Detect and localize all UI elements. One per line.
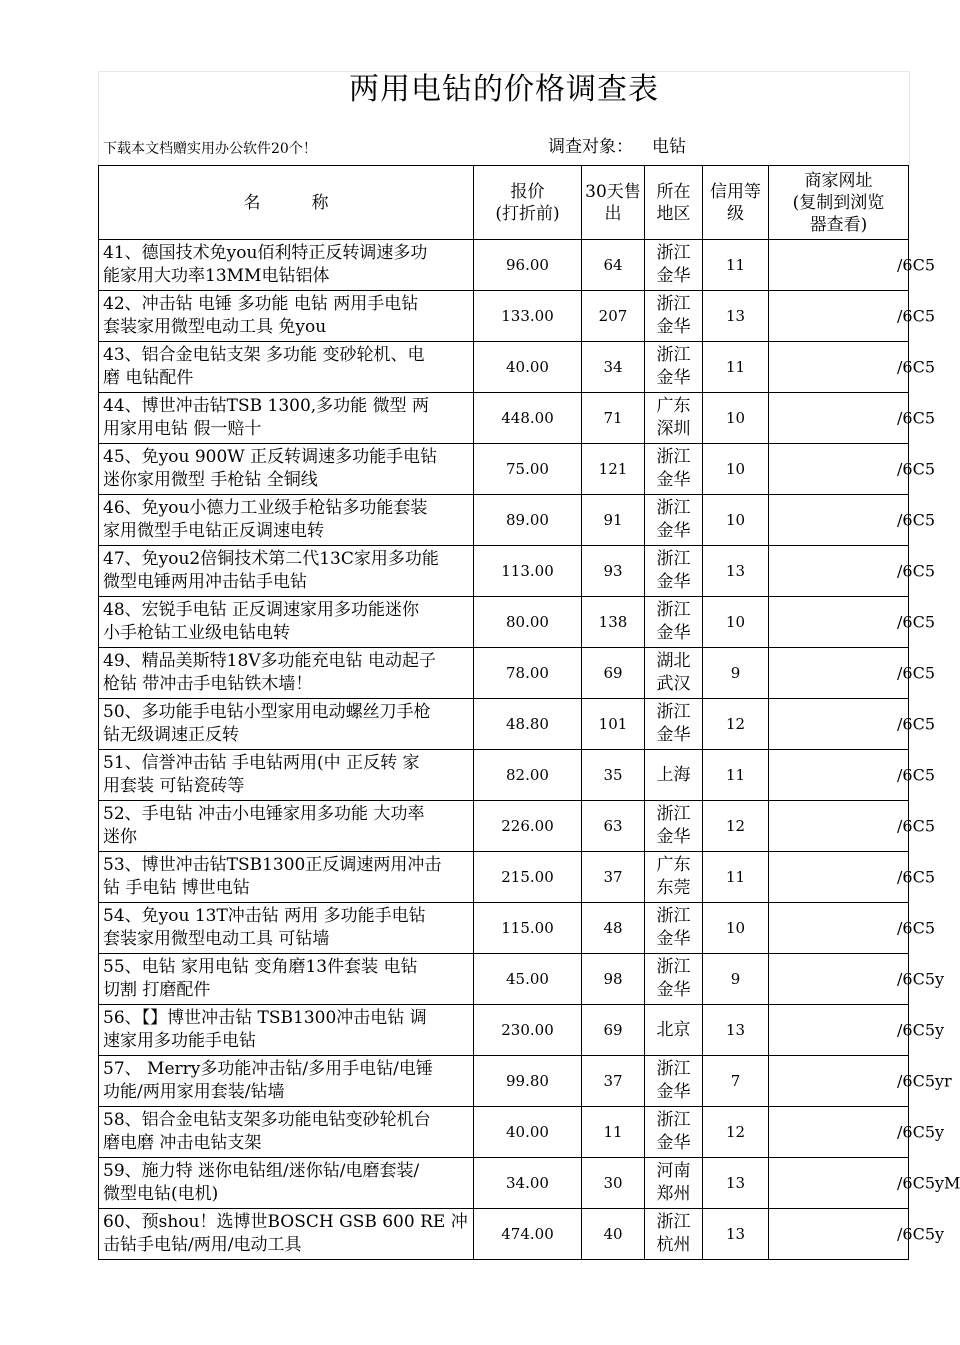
merchant-url-cell[interactable] xyxy=(769,1005,945,1056)
region-cell: 浙江 金华 xyxy=(645,342,703,393)
merchant-url[interactable]: /6C5 xyxy=(897,765,935,785)
merchant-url-cell[interactable] xyxy=(769,495,935,546)
region-cell: 浙江 金华 xyxy=(645,954,703,1005)
merchant-url-cell[interactable] xyxy=(769,1056,952,1107)
product-name: 52、手电钻 冲击小电锤家用多功能 大功率 迷你 xyxy=(99,801,474,852)
table-row xyxy=(99,1005,909,1056)
credit-cell: 10 xyxy=(703,597,769,648)
sales-cell: 98 xyxy=(582,954,645,1005)
product-name: 45、免you 900W 正反转调速多功能手电钻 迷你家用微型 手枪钻 全铜线 xyxy=(99,444,474,495)
table-row xyxy=(99,903,909,954)
table-row xyxy=(99,291,909,342)
merchant-url-cell[interactable] xyxy=(769,852,935,903)
merchant-url-cell[interactable] xyxy=(769,546,935,597)
credit-cell: 11 xyxy=(703,750,769,801)
merchant-url[interactable]: /6C5y xyxy=(897,1020,945,1040)
product-name: 42、冲击钻 电锤 多功能 电钻 两用手电钻 套装家用微型电动工具 免you xyxy=(99,291,474,342)
credit-cell: 11 xyxy=(703,342,769,393)
price-cell: 40.00 xyxy=(474,342,582,393)
table-row xyxy=(99,444,909,495)
product-name: 49、精品美斯特18V多功能充电钻 电动起子 枪钻 带冲击手电钻铁木墙！ xyxy=(99,648,474,699)
credit-cell: 7 xyxy=(703,1056,769,1107)
price-cell: 78.00 xyxy=(474,648,582,699)
product-name: 59、施力特 迷你电钻组/迷你钻/电磨套装/ 微型电钻(电机) xyxy=(99,1158,474,1209)
product-name: 58、铝合金电钻支架多功能电钻变砂轮机台 磨电磨 冲击电钻支架 xyxy=(99,1107,474,1158)
survey-target-label: 调查对象： xyxy=(548,137,633,157)
sales-cell: 91 xyxy=(582,495,645,546)
price-cell: 80.00 xyxy=(474,597,582,648)
product-name: 60、预shou！选博世BOSCH GSB 600 RE 冲 击钻手电钻/两用/电动工具 xyxy=(99,1209,474,1260)
price-cell: 75.00 xyxy=(474,444,582,495)
merchant-url-cell[interactable] xyxy=(769,597,935,648)
merchant-url[interactable]: /6C5 xyxy=(897,918,935,938)
credit-cell: 13 xyxy=(703,546,769,597)
credit-cell: 10 xyxy=(703,903,769,954)
merchant-url[interactable]: /6C5 xyxy=(897,357,935,377)
product-name: 56、【】博世冲击钻 TSB1300冲击电钻 调 速家用多功能手电钻 xyxy=(99,1005,474,1056)
sales-cell: 69 xyxy=(582,1005,645,1056)
table-row xyxy=(99,1158,909,1209)
region-cell: 上海 xyxy=(645,750,703,801)
merchant-url[interactable]: /6C5 xyxy=(897,867,935,887)
product-name: 54、免you 13T冲击钻 两用 多功能手电钻 套装家用微型电动工具 可钻墙 xyxy=(99,903,474,954)
merchant-url-cell[interactable] xyxy=(769,801,935,852)
credit-cell: 12 xyxy=(703,699,769,750)
product-name: 43、铝合金电钻支架 多功能 变砂轮机、电 磨 电钻配件 xyxy=(99,342,474,393)
merchant-url-cell[interactable] xyxy=(769,444,935,495)
price-cell: 226.00 xyxy=(474,801,582,852)
sales-cell: 101 xyxy=(582,699,645,750)
sales-cell: 207 xyxy=(582,291,645,342)
product-name: 51、信誉冲击钻 手电钻两用(中 正反转 家 用套装 可钻瓷砖等 xyxy=(99,750,474,801)
merchant-url-cell[interactable] xyxy=(769,1158,960,1209)
table-row xyxy=(99,495,909,546)
table-row xyxy=(99,1107,909,1158)
merchant-url-cell[interactable] xyxy=(769,648,935,699)
region-cell: 浙江 金华 xyxy=(645,291,703,342)
credit-cell: 10 xyxy=(703,444,769,495)
region-cell: 浙江 金华 xyxy=(645,597,703,648)
header-sales: 30天售 出 xyxy=(582,166,645,240)
credit-cell: 10 xyxy=(703,393,769,444)
credit-cell: 13 xyxy=(703,1005,769,1056)
region-cell: 浙江 金华 xyxy=(645,699,703,750)
region-cell: 广东 东莞 xyxy=(645,852,703,903)
price-cell: 113.00 xyxy=(474,546,582,597)
sales-cell: 138 xyxy=(582,597,645,648)
credit-cell: 13 xyxy=(703,291,769,342)
price-cell: 215.00 xyxy=(474,852,582,903)
price-cell: 34.00 xyxy=(474,1158,582,1209)
price-cell: 40.00 xyxy=(474,1107,582,1158)
price-cell: 115.00 xyxy=(474,903,582,954)
price-cell: 82.00 xyxy=(474,750,582,801)
price-cell: 48.80 xyxy=(474,699,582,750)
table-row xyxy=(99,1056,909,1107)
product-name: 50、多功能手电钻小型家用电动螺丝刀手枪 钻无级调速正反转 xyxy=(99,699,474,750)
table-row xyxy=(99,546,909,597)
product-name: 57、 Merry多功能冲击钻/多用手电钻/电锤 功能/两用家用套装/钻墙 xyxy=(99,1056,474,1107)
merchant-url[interactable]: /6C5 xyxy=(897,612,935,632)
region-cell: 浙江 金华 xyxy=(645,240,703,291)
header-name: 名 称 xyxy=(99,166,474,240)
merchant-url-cell[interactable] xyxy=(769,750,935,801)
sales-cell: 37 xyxy=(582,852,645,903)
merchant-url[interactable]: /6C5 xyxy=(897,510,935,530)
sales-cell: 34 xyxy=(582,342,645,393)
price-cell: 96.00 xyxy=(474,240,582,291)
table-row xyxy=(99,1209,909,1260)
region-cell: 河南 郑州 xyxy=(645,1158,703,1209)
header-region: 所在 地区 xyxy=(645,166,703,240)
table-row xyxy=(99,597,909,648)
table-row xyxy=(99,342,909,393)
sales-cell: 121 xyxy=(582,444,645,495)
credit-cell: 9 xyxy=(703,648,769,699)
merchant-url[interactable]: /6C5 xyxy=(897,255,935,275)
sales-cell: 64 xyxy=(582,240,645,291)
table-row xyxy=(99,954,909,1005)
credit-cell: 11 xyxy=(703,852,769,903)
table-row xyxy=(99,240,909,291)
merchant-url[interactable]: /6C5 xyxy=(897,714,935,734)
product-name: 47、免you2倍铜技术第二代13C家用多功能 微型电锤两用冲击钻手电钻 xyxy=(99,546,474,597)
region-cell: 浙江 金华 xyxy=(645,903,703,954)
header-credit: 信用等 级 xyxy=(703,166,769,240)
table-row xyxy=(99,699,909,750)
merchant-url-cell[interactable] xyxy=(769,954,945,1005)
sales-cell: 40 xyxy=(582,1209,645,1260)
sales-cell: 48 xyxy=(582,903,645,954)
region-cell: 浙江 金华 xyxy=(645,1107,703,1158)
credit-cell: 13 xyxy=(703,1158,769,1209)
credit-cell: 9 xyxy=(703,954,769,1005)
merchant-url[interactable]: /6C5yM xyxy=(897,1173,960,1193)
region-cell: 浙江 金华 xyxy=(645,801,703,852)
region-cell: 浙江 金华 xyxy=(645,1056,703,1107)
sales-cell: 69 xyxy=(582,648,645,699)
merchant-url[interactable]: /6C5y xyxy=(897,969,945,989)
sales-cell: 11 xyxy=(582,1107,645,1158)
merchant-url[interactable]: /6C5 xyxy=(897,306,935,326)
region-cell: 浙江 金华 xyxy=(645,546,703,597)
merchant-url[interactable]: /6C5 xyxy=(897,663,935,683)
merchant-url-cell[interactable] xyxy=(769,903,935,954)
merchant-url[interactable]: /6C5y xyxy=(897,1122,945,1142)
price-cell: 99.80 xyxy=(474,1056,582,1107)
region-cell: 浙江 金华 xyxy=(645,495,703,546)
product-name: 41、德国技术免you佰利特正反转调速多功 能家用大功率13MM电钻铝体 xyxy=(99,240,474,291)
product-name: 44、博世冲击钻TSB 1300,多功能 微型 两 用家用电钻 假一赔十 xyxy=(99,393,474,444)
table-row xyxy=(99,852,909,903)
credit-cell: 12 xyxy=(703,801,769,852)
header-url: 商家网址 (复制到浏览 器查看) xyxy=(769,166,909,240)
price-cell: 474.00 xyxy=(474,1209,582,1260)
price-cell: 230.00 xyxy=(474,1005,582,1056)
merchant-url-cell[interactable] xyxy=(769,240,935,291)
page-title: 两用电钻的价格调查表 xyxy=(349,72,659,107)
table-row xyxy=(99,750,909,801)
region-cell: 湖北 武汉 xyxy=(645,648,703,699)
merchant-url-cell[interactable] xyxy=(769,1107,945,1158)
price-cell: 89.00 xyxy=(474,495,582,546)
credit-cell: 11 xyxy=(703,240,769,291)
merchant-url-cell[interactable] xyxy=(769,393,935,444)
price-cell: 448.00 xyxy=(474,393,582,444)
merchant-url[interactable]: /6C5 xyxy=(897,816,935,836)
credit-cell: 13 xyxy=(703,1209,769,1260)
sales-cell: 63 xyxy=(582,801,645,852)
merchant-url[interactable]: /6C5 xyxy=(897,561,935,581)
merchant-url[interactable]: /6C5yr xyxy=(897,1071,952,1091)
table-row xyxy=(99,801,909,852)
table-row xyxy=(99,393,909,444)
sales-cell: 93 xyxy=(582,546,645,597)
merchant-url[interactable]: /6C5 xyxy=(897,459,935,479)
sales-cell: 37 xyxy=(582,1056,645,1107)
product-name: 53、博世冲击钻TSB1300正反调速两用冲击 钻 手电钻 博世电钻 xyxy=(99,852,474,903)
merchant-url-cell[interactable] xyxy=(769,342,935,393)
promo-text: 下载本文档赠实用办公软件20个！ xyxy=(103,141,317,157)
credit-cell: 10 xyxy=(703,495,769,546)
product-name: 46、免you小德力工业级手枪钻多功能套装 家用微型手电钻正反调速电转 xyxy=(99,495,474,546)
price-cell: 133.00 xyxy=(474,291,582,342)
sales-cell: 30 xyxy=(582,1158,645,1209)
survey-target-value: 电钻 xyxy=(652,137,686,157)
region-cell: 浙江 杭州 xyxy=(645,1209,703,1260)
merchant-url-cell[interactable] xyxy=(769,1209,945,1260)
region-cell: 广东 深圳 xyxy=(645,393,703,444)
table-row xyxy=(99,648,909,699)
merchant-url[interactable]: /6C5y xyxy=(897,1224,945,1244)
price-cell: 45.00 xyxy=(474,954,582,1005)
table-header-row xyxy=(99,166,909,240)
credit-cell: 12 xyxy=(703,1107,769,1158)
merchant-url-cell[interactable] xyxy=(769,699,935,750)
sales-cell: 35 xyxy=(582,750,645,801)
merchant-url-cell[interactable] xyxy=(769,291,935,342)
region-cell: 北京 xyxy=(645,1005,703,1056)
header-price: 报价 (打折前) xyxy=(474,166,582,240)
merchant-url[interactable]: /6C5 xyxy=(897,408,935,428)
product-name: 55、电钻 家用电钻 变角磨13件套装 电钻 切割 打磨配件 xyxy=(99,954,474,1005)
sales-cell: 71 xyxy=(582,393,645,444)
product-name: 48、宏锐手电钻 正反调速家用多功能迷你 小手枪钻工业级电钻电转 xyxy=(99,597,474,648)
price-table xyxy=(98,165,960,1260)
region-cell: 浙江 金华 xyxy=(645,444,703,495)
